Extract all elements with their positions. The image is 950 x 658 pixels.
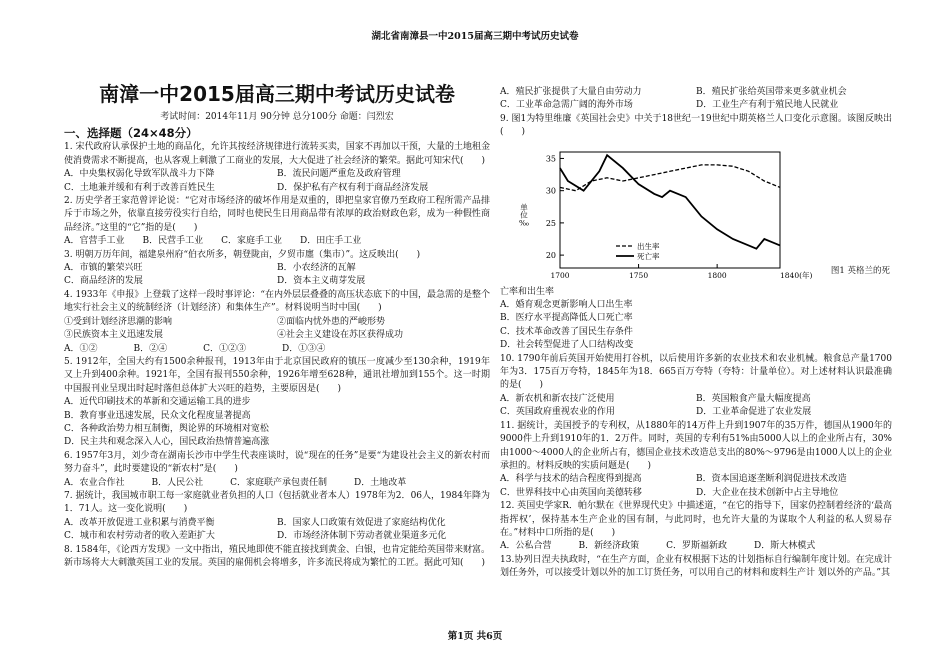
text-line: A．①② B．②④ C．①②③ D．①③④ <box>64 343 326 354</box>
option-text: D．市场经济体制下劳动者就业渠道多元化 <box>277 531 447 542</box>
option-text: C．英国政府重视农业的作用 <box>500 407 615 418</box>
population-chart <box>519 144 813 282</box>
left-column <box>64 80 490 570</box>
x-tick-label: 1750 <box>629 270 649 280</box>
option-text: A．市镇的繁荣兴旺 <box>64 263 143 274</box>
option-text: D．保护私有产权有利于商品经济发展 <box>277 182 429 193</box>
text-line: A．官营手工业 B．民营手工业 C．家庭手工业 D．田庄手工业 <box>64 236 362 247</box>
option-row <box>64 182 490 195</box>
text-line: 12. 英国史学家R．帕尔默在《世界现代史》中描述道，“在它的指导下，国家仍控制着经济的‘最高指挥权’，保持基本生产企业的国有制，与此同时，也允许大量的为谋取个人利益的私人贸易存在。”材料中口所指的是( ) <box>500 501 892 538</box>
x-tick-label: 1700 <box>550 270 570 280</box>
exam-title: 南漳一中2015届高三期中考试历史试卷 <box>99 82 455 106</box>
text-line: 9. 图1为特里维廉《英国社会史》中关于18世纪一19世纪中期英格兰人口变化示意图。该图反映出( ) <box>500 113 892 138</box>
option-text: C．世界科技中心由英国向美德转移 <box>500 487 642 498</box>
text-line: A．公私合营 B．新经济政策 C．罗斯福新政 D．斯大林模式 <box>500 541 816 552</box>
option-row <box>64 530 490 543</box>
option-text: A．中央集权弱化导致军队战斗力下降 <box>64 169 215 180</box>
y-tick-label: 30 <box>545 186 556 196</box>
text-line: A．婚育观念更新影响人口出生率 <box>500 300 633 311</box>
text-line: 6. 1957年3月，刘少奇在湖南长沙市中学生代表座谈时，说“现在的任务”是要“为建设社会主义的新农村而努力奋斗”，此时要建设的“新农村”是( ) <box>64 450 490 475</box>
text-line: B．医疗水平提高降低人口死亡率 <box>500 313 633 324</box>
text-line: C．各种政治势力相互制衡，舆论界的环境相对宽松 <box>64 423 269 434</box>
text-line: 4. 1933年《申报》上登载了这样一段时事评论：“在内外层层叠叠的高压状态底下的中国，最急需的是整个地实行社会主义的统制经济（计划经济）和集体生产”。材料说明当时中国( ) <box>64 289 490 314</box>
option-row <box>64 316 490 329</box>
option-text: ①受到计划经济思潮的影响 <box>64 316 173 327</box>
option-row <box>500 393 892 406</box>
option-text: ③民族资本主义迅速发展 <box>64 330 164 341</box>
right-questions <box>500 86 892 140</box>
option-row <box>64 168 490 181</box>
text-line: B．教育事业迅速发展，民众文化程度显著提高 <box>64 410 251 421</box>
figure-caption: 图1 英格兰的死 <box>830 265 890 276</box>
option-text: B．英国粮食产量大幅度提高 <box>696 393 811 404</box>
page-header: 湖北省南漳县一中2015届高三期中考试历史试卷 <box>371 31 579 42</box>
option-row <box>64 262 490 275</box>
text-line: 8. 1584年，《论西方发现》一文中指出，殖民地即使不能直接找到黄金、白银，也肯定能给英国带来财富。新市场将大大刺激英国工业的发展。英国的雇佣机会将增多，许多流民将成为繁忙的工匠。据此可知( ) <box>64 544 490 568</box>
plot-frame <box>560 152 780 268</box>
legend-label: 出生率 <box>637 241 660 251</box>
option-text: C．土地兼并缓和有利于改善百姓民生 <box>64 182 215 193</box>
text-line: 11. 据统计，美国授予的专利权，从1880年的14万件上升到1907年的35万件，德国从1900年的9000件上升到1910年的1．2万件。同时，英国的专利有51%由5000人以上的企业所占有，30%由1000～4000人的企业所占有，德国企业技术改造总支出的80%～9796是由1000人以上的企业承担的。材料反映的实质问题是( ) <box>500 420 892 471</box>
x-tick-label: 1840(年) <box>780 270 813 280</box>
section-heading: 一、选择题（24×48分） <box>64 126 198 141</box>
left-questions <box>64 141 490 570</box>
option-text: B．殖民扩张给英国带来更多就业机会 <box>696 87 847 97</box>
option-text: B．小农经济的瓦解 <box>277 263 356 274</box>
text-line: 3. 明朝万历年间，福建泉州府“伯衣所多，朝登陇亩，夕贸市廛（集市）”。这反映出( ) <box>64 249 421 260</box>
option-text: A．殖民扩张提供了大量自由劳动力 <box>500 87 642 97</box>
option-row <box>64 329 490 342</box>
option-text: A．科学与技术的结合程度得到提高 <box>500 474 642 485</box>
text-line: 亡率和出生率 <box>500 286 555 297</box>
option-text: D．工业革命促进了农业发展 <box>696 407 812 418</box>
page-footer: 第1页 共6页 <box>447 631 503 642</box>
option-text: C．工业革命急需广阔的海外市场 <box>500 100 633 111</box>
text-line: D．民主共和观念深入人心，国民政治热情普遍高涨 <box>64 437 270 448</box>
option-text: D．资本主义萌芽发展 <box>277 276 366 287</box>
option-text: ②面临内忧外患的严峻形势 <box>277 316 386 327</box>
x-tick-label: 1800 <box>707 270 727 280</box>
option-row <box>500 406 892 419</box>
option-row <box>500 99 892 112</box>
text-line: 5. 1912年，全国大约有1500余种报刊，1913年由于北京国民政府的镇压一度减少至130余种，1919年又上升到400余种。1921年，全国有报刊550余种，1926年增至628种，通讯社增加到155个。这一时期中国报刊业呈现出时起时落但总体扩大兴旺的趋势，主要原因是( ) <box>64 356 490 394</box>
option-row <box>500 487 892 500</box>
option-row <box>64 517 490 530</box>
option-text: C．城市和农村劳动者的收入差距扩大 <box>64 531 215 542</box>
option-text: A．新农机和新农技广泛使用 <box>500 393 615 404</box>
text-line: C．技术革命改善了国民生存条件 <box>500 326 633 337</box>
legend-label: 死亡率 <box>637 251 660 261</box>
population-figure <box>500 144 892 284</box>
text-line: 1. 宋代政府认承保护土地的商品化，允许其按经济规律进行流转买卖，国家不再加以干预，大量的土地租金使消费需求不断提高，也从客观上刺激了工商业的发展，大大促进了社会经济的繁荣。据此可知宋代( ) <box>64 142 490 166</box>
text-line: A．近代印刷技术的革新和交通运输工具的进步 <box>64 397 251 408</box>
option-text: D．工业生产有利于殖民地人民就业 <box>696 100 839 111</box>
text-line: D．社会转型促进了人口结构改变 <box>500 340 634 351</box>
y-tick-label: 20 <box>545 250 556 260</box>
text-line: 7. 据统计，我国城市职工每一家庭就业者负担的人口（包括就业者本人）1978年为2．06人，1984年降为1．71人。这一变化说明( ) <box>64 490 490 515</box>
y-tick-label: 25 <box>545 218 556 228</box>
right-column <box>500 86 892 581</box>
text-line: 13.协列日涅夫执政时，“在生产方面，企业有权根据下达的计划指标自行编制年度计划。在完成计划任务外，可以接受计划以外的加工订货任务，可以用自己的材料和废料生产计 划以外的产品。”其 <box>500 554 892 579</box>
text-line: A．农业合作社 B．人民公社 C．家庭联产承包责任制 D．土地改革 <box>64 477 407 488</box>
option-row <box>500 473 892 486</box>
y-axis-label: 单位‰ <box>519 203 529 228</box>
option-row <box>500 86 892 99</box>
option-text: D．大企业在技术创新中占主导地位 <box>696 487 839 498</box>
option-text: ④社会主义建设在苏区获得成功 <box>277 330 404 341</box>
option-text: B．资本国追逐垄断利润促进技术改造 <box>696 474 847 485</box>
option-row <box>64 275 490 288</box>
series-line-1 <box>560 155 780 249</box>
y-tick-label: 35 <box>545 154 556 164</box>
text-line: 10. 1790年前后英国开始使用打谷机，以后使用许多新的农业技术和农业机械。粮食总产量1700年为3．175百万夸特，1845年为18．665百万夸特（夸特：计量单位）。对上述材料认识最准确的是( ) <box>500 353 892 391</box>
option-text: B．国家人口政策有效促进了家庭结构优化 <box>277 517 446 528</box>
option-text: B．流民问题严重危及政府管理 <box>277 169 401 180</box>
exam-meta: 考试时间：2014年11月 90分钟 总分100分 命题：闫烈宏 <box>160 112 394 122</box>
option-text: A．改革开放促进工业积累与消费平衡 <box>64 517 215 528</box>
option-text: C．商品经济的发展 <box>64 276 143 287</box>
right-questions-cont <box>500 286 892 581</box>
text-line: 2. 历史学者王家范曾评论说：“它对市场经济的破坏作用是双重的，即把皇家官僚乃至政府工程所需产品排斥于市场之外，依靠直接劳役实行自给，同时也使民生日用商品带有浓厚的政治财政色彩，成为一种假性商品经济。”这里的“它”指的是( ) <box>64 196 490 233</box>
